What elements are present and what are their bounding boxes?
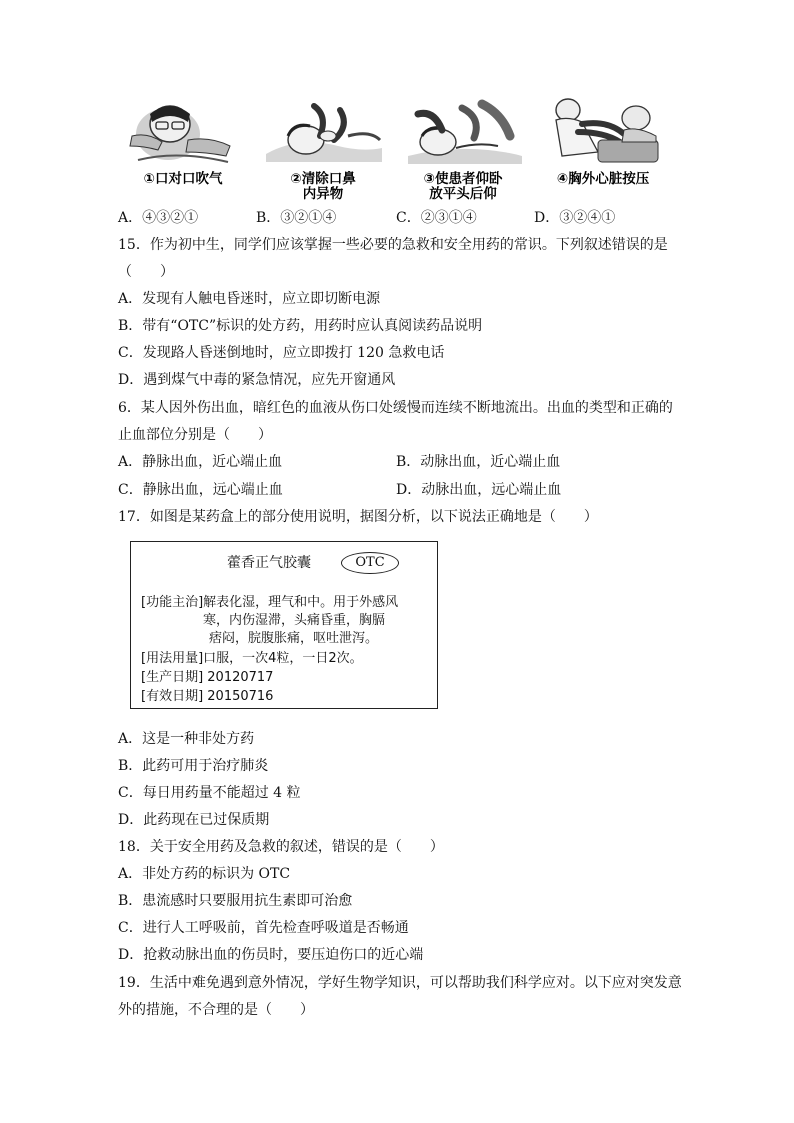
q16-option-d: D．动脉出血，远心端止血 (396, 482, 562, 498)
chest-compression-icon (538, 96, 668, 168)
illustration-1 (118, 96, 248, 200)
q14-option-b: B．③②①④ (256, 210, 337, 226)
illustration-4 (538, 96, 668, 200)
q16-option-a: A．静脉出血，近心端止血 (118, 454, 283, 470)
q17-option-b: B．此药可用于治疗肺炎 (118, 758, 269, 774)
otc-badge: OTC (341, 552, 399, 574)
q15-option-d: D．遇到煤气中毒的紧急情况，应先开窗通风 (118, 372, 396, 388)
q18-stem: 18．关于安全用药及急救的叙述，错误的是（ ） (118, 839, 444, 855)
label-line: [生产日期] 20120717 (141, 670, 274, 685)
q14-option-a: A．④③②① (118, 210, 199, 226)
q16-option-b: B．动脉出血，近心端止血 (396, 454, 561, 470)
mouth-to-mouth-icon (118, 96, 248, 168)
q18-option-b: B．患流感时只要服用抗生素即可治愈 (118, 893, 353, 909)
q15-option-b: B．带有“OTC”标识的处方药，用药时应认真阅读药品说明 (118, 318, 483, 334)
illustration-3 (398, 96, 528, 200)
q19-stem-line1: 19．生活中难免遇到意外情况，学好生物学知识，可以帮助我们科学应对。以下应对突发意 (118, 975, 682, 991)
q15-answer-paren: （ ） (118, 264, 174, 280)
q18-option-c: C．进行人工呼吸前，首先检查呼吸道是否畅通 (118, 920, 409, 936)
q15-option-c: C．发现路人昏迷倒地时，应立即拨打 120 急救电话 (118, 345, 445, 361)
tilt-head-icon (398, 96, 528, 168)
label-line: [有效日期] 20150716 (141, 689, 274, 704)
q19-stem-line2: 外的措施，不合理的是（ ） (118, 1002, 314, 1018)
q14-option-d: D．③②④① (534, 210, 616, 226)
first-aid-illustrations (118, 96, 678, 200)
q15-stem: 15．作为初中生，同学们应该掌握一些必要的急救和安全用药的常识。下列叙述错误的是 (118, 237, 668, 253)
q17-option-a: A．这是一种非处方药 (118, 731, 255, 747)
q16-stem-line2: 止血部位分别是（ ） (118, 427, 272, 443)
label-line: 痞闷，脘腹胀痛，呕吐泄泻。 (209, 631, 379, 646)
q16-option-c: C．静脉出血，远心端止血 (118, 482, 283, 498)
caption-line: ①口对口吹气 (143, 171, 223, 187)
label-line: [功能主治]解表化湿，理气和中。用于外感风 (141, 595, 399, 610)
label-line: 寒，内伤湿滞，头痛昏重，胸膈 (203, 613, 386, 628)
q17-option-c: C．每日用药量不能超过 4 粒 (118, 785, 301, 801)
label-line: [用法用量]口服，一次4粒，一日2次。 (141, 651, 363, 666)
q15-option-a: A．发现有人触电昏迷时，应立即切断电源 (118, 291, 381, 307)
illustration-2 (258, 96, 388, 200)
caption-line: ②清除口鼻 (290, 171, 356, 187)
q18-option-d: D．抢救动脉出血的伤员时，要压迫伤口的近心端 (118, 947, 424, 963)
medicine-name: 藿香正气胶囊 (227, 555, 311, 571)
caption-line: ③使患者仰卧 (423, 171, 503, 187)
q17-stem: 17．如图是某药盒上的部分使用说明，据图分析，以下说法正确地是（ ） (118, 509, 598, 525)
q14-option-c: C．②③①④ (396, 210, 477, 226)
q18-option-a: A．非处方药的标识为 OTC (118, 866, 291, 882)
q17-option-d: D．此药现在已过保质期 (118, 812, 270, 828)
q16-stem-line1: 6．某人因外伤出血，暗红色的血液从伤口处缓慢而连续不断地流出。出血的类型和正确的 (118, 400, 673, 416)
caption-line: ④胸外心脏按压 (556, 171, 650, 187)
caption-line: 内异物 (302, 186, 344, 202)
medicine-label-box (130, 541, 438, 709)
caption-line: 放平头后仰 (429, 186, 497, 202)
clear-airway-icon (258, 96, 388, 168)
